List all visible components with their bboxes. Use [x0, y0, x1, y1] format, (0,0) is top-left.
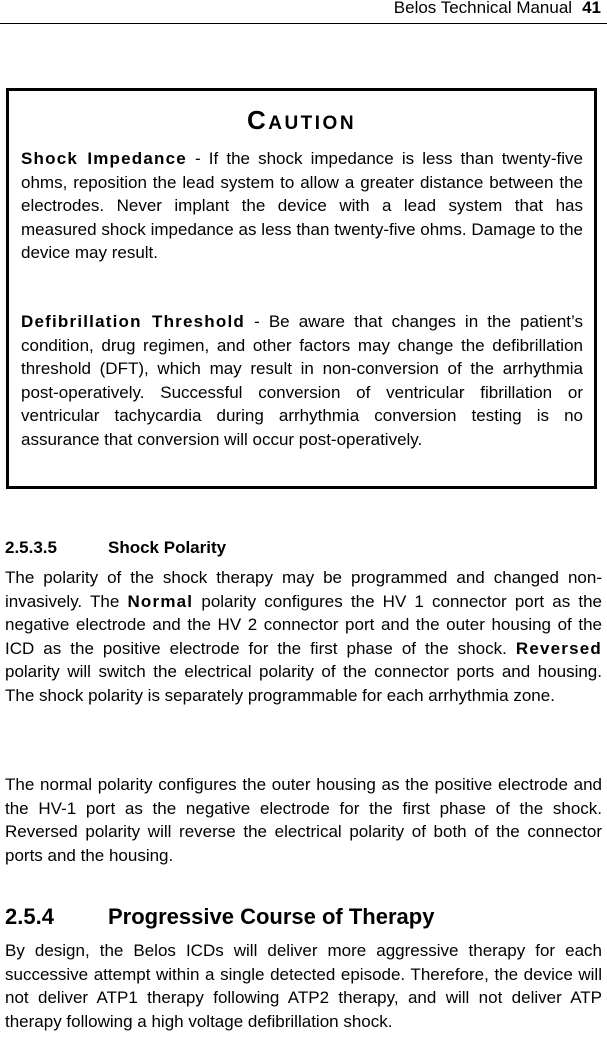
caution-shock-impedance: Shock Impedance - If the shock impedance is less than twenty-five ohms, reposition the lead system to allow a greater distance between the electrodes. Never implant the device with a lead system that has measured shock impedance as less than twenty-five ohms. Damage to the device may result. [21, 149, 583, 262]
caution-title: CAUTION [246, 105, 357, 135]
term-defibrillation-threshold: Defibrillation Threshold [21, 312, 245, 331]
section-title: Shock Polarity [108, 538, 227, 557]
caution-defibrillation-threshold: Defibrillation Threshold - Be aware that changes in the patient’s condition, drug regimen, and other factors may change the defibrillation threshold (DFT), which may result in non-conversion of the arrhythmia post-operatively. Successful conversion of ventricular fibrillation or ventricular tachycardia during arrhythmia conversion testing is no assurance that conversion will occur post-operatively. [21, 312, 583, 449]
running-header [394, 0, 601, 18]
normal-term: Normal [127, 591, 194, 611]
manual-title: Belos Technical Manual [393, 0, 573, 17]
header-rule [0, 23, 607, 24]
section-number: 2.5.4 [5, 904, 54, 929]
normal-polarity-paragraph: The normal polarity configures the outer housing as the positive electrode and the HV-1 port as the negative electrode for the first phase of the shock. Reversed polarity will reverse the electrical polarity of both of the connector ports and the housing. [5, 775, 602, 865]
term-shock-impedance: Shock Impedance [21, 149, 187, 168]
section-title: Progressive Course of Therapy [108, 904, 435, 929]
shock-polarity-paragraph: The polarity of the shock therapy may be programmed and changed non-invasively. The Normal polarity configures the HV 1 connector port as the negative electrode and the HV 2 connector port and the outer housing of the ICD as the positive electrode for the first phase of the shock. Reversed polarity will switch the electrical polarity of the connector ports and housing. The shock polarity is separately programmable for each arrhythmia zone. [5, 568, 602, 705]
reversed-term: Reversed [515, 638, 602, 658]
page-header [0, 0, 607, 24]
progressive-therapy-paragraph: By design, the Belos ICDs will deliver more aggressive therapy for each successive attempt within a single detected episode. Therefore, the device will not deliver ATP1 therapy following ATP2 therapy, and will not deliver ATP therapy following a high voltage defibrillation shock. [5, 941, 602, 1031]
section-number: 2.5.3.5 [5, 538, 57, 557]
caution-box [6, 88, 597, 489]
page-number: 41 [582, 0, 601, 17]
section-heading-254 [5, 904, 435, 930]
section-heading-2535 [5, 538, 227, 558]
